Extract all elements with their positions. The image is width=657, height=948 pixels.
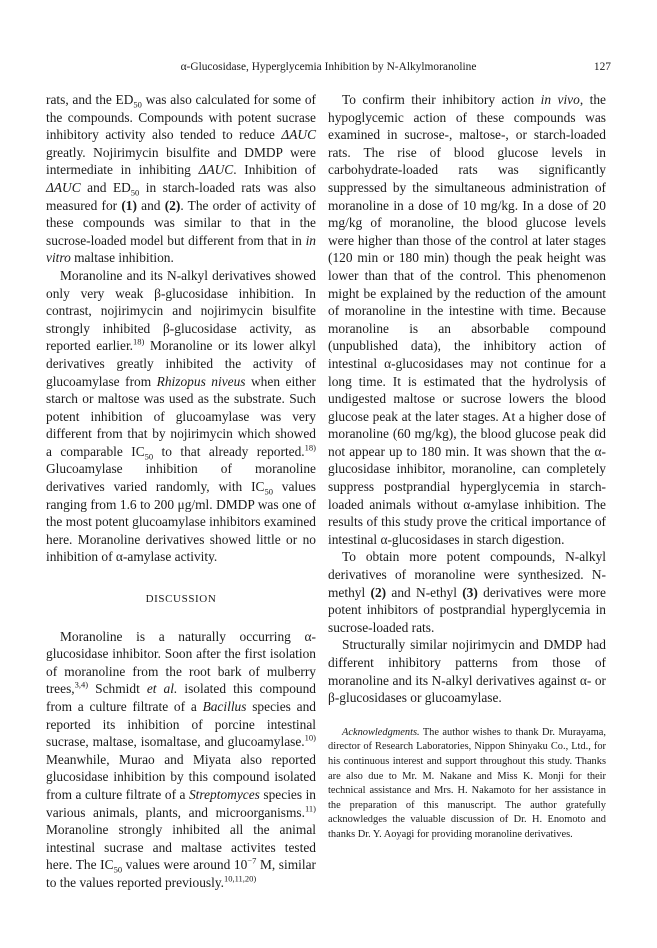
- text-run: (2): [164, 197, 181, 213]
- text-run: Meanwhile, Murao and Miyata also reported glucosidase inhibition by this compound isolated from a culture filtrate of a: [46, 751, 316, 802]
- running-header: [46, 61, 611, 77]
- paragraph: [46, 628, 316, 892]
- text-run: Streptomyces: [188, 786, 260, 802]
- page-number: 127: [593, 61, 611, 73]
- left-column: [46, 91, 316, 892]
- text-run: et al.: [146, 681, 178, 697]
- acknowledgments-text: The author wishes to thank Dr. Murayama, director of Research Laboratories, Nippon Shinyaku Co., Ltd., for his continuous interest and support throughout this study. Thanks are also due to Mr. M. Nakane and Miss K. Monji for their technical assistance and Mrs. H. Nakamoto for her assistance in the preparation of this manuscript. The author gratefully acknowledges the valuable discussion of Dr. H. Enomoto and thanks Dr. Y. Aoyagi for providing moranoline derivatives.: [328, 726, 606, 840]
- paragraph: [328, 636, 606, 706]
- text-run: 50: [144, 451, 154, 462]
- text-run: 11): [304, 803, 316, 814]
- text-run: to that already reported.: [153, 443, 305, 459]
- text-run: was also calculated for some of the compounds. Compounds with potent sucrase inhibitory activity also tended to reduce: [46, 92, 316, 143]
- text-run: in vitro: [46, 232, 316, 266]
- text-run: 50: [133, 99, 142, 110]
- text-run: Rhizopus niveus: [156, 373, 246, 389]
- text-run: values were around 10: [122, 857, 248, 873]
- text-run: in vivo: [540, 92, 580, 107]
- text-run: 10,11,20): [224, 873, 257, 884]
- text-run: . The order of activity of these compounds was similar to that in the sucrose-loaded model but different from that in: [46, 197, 316, 248]
- text-run: Moranoline strongly inhibited all the animal intestinal sucrase and maltase activites tested here. The IC: [46, 822, 316, 873]
- text-run: 10): [304, 732, 316, 743]
- text-run: Moranoline is a naturally occurring α-glucosidase inhibitor. Soon after the first isolation of moranoline from the root bark of mulberry trees,: [46, 628, 316, 697]
- text-run: values ranging from 1.6 to 200 μg/ml. DMDP was one of the most potent glucoamylase inhibitors examined here. Moranoline derivatives showed little or no inhibition of α-amylase activity.: [46, 479, 316, 565]
- text-run: in starch-loaded rats was also measured for: [46, 179, 316, 213]
- text-run: (2): [370, 584, 387, 600]
- text-run: M, similar to the values reported previously.: [46, 857, 316, 890]
- text-run: Structurally similar nojirimycin and DMDP had different inhibitory patterns from those of moranoline and its N-alkyl derivatives against α- or β-glucosidases or glucoamylase.: [328, 637, 606, 706]
- text-run: Glucoamylase inhibition of moranoline derivatives varied randomly, with IC: [46, 461, 316, 495]
- text-run: (3): [462, 584, 478, 600]
- text-run: . Inhibition of: [233, 162, 316, 178]
- text-run: , the hypoglycemic action of these compounds was examined in sucrose-, maltose-, or starch-loaded rats. The rise of blood glucose levels in carbohydrate-loaded rats was significantly suppressed by the simultaneous administration of moranoline in a dose of 10 mg/kg. In a dose of 20 mg/kg of moranoline, the blood glucose levels were higher than those of the control at later stages (120 min or 180 min) though the peak height was lower than that of the control. This phenomenon might be explained by the reduction of the amount of moranoline in the intestine with time. Because moranoline is an absorbable compound (unpublished data), the inhibitory action of intestinal α-glucosidases may not continue for a long time. It is estimated that the hydrolysis of undigested maltose or sucrose lowers the blood glucose peak at the later stages. At a higher dose of moranoline (60 mg/kg), the blood glucose peak did not appear up to 180 min. It was shown that the α-glucosidase inhibitor, moranoline, can completely suppress postprandial hyperglycemia in starch-loaded animals without α-amylase inhibition. The results of this study prove the critical importance of intestinal α-glucosidases in starch digestion.: [328, 92, 606, 547]
- text-run: 50: [264, 486, 273, 497]
- text-run: rats, and the ED: [46, 92, 134, 107]
- text-run: derivatives were more potent inhibitors of postprandial hyperglycemia in sucrose-loaded rats.: [328, 584, 606, 635]
- paragraph: [328, 548, 606, 636]
- text-run: −7: [247, 855, 257, 866]
- text-run: To confirm their inhibitory action: [342, 92, 541, 107]
- text-run: 3,4): [74, 679, 89, 690]
- text-run: and: [136, 197, 165, 213]
- paragraph: [46, 267, 316, 566]
- text-run: 50: [113, 865, 123, 876]
- text-run: To obtain more potent compounds, N-alkyl derivatives of moranoline were synthesized. N-methyl: [328, 549, 606, 600]
- text-run: and N-ethyl: [386, 584, 463, 600]
- text-run: isolated this compound from a culture filtrate of a: [46, 681, 316, 714]
- text-run: ΔAUC: [46, 179, 81, 195]
- paragraph: [328, 91, 606, 548]
- text-run: when either starch or maltose was used as the substrate. Such potent inhibition of glucoamylase was very different from that by nojirimycin which showed a comparable IC: [46, 373, 316, 459]
- section-heading-discussion: DISCUSSION: [145, 593, 217, 606]
- text-run: 18): [133, 336, 145, 347]
- text-run: Moranoline and its N-alkyl derivatives showed only very weak β-glucosidase inhibition. In contrast, nojirimycin and nojirimycin bisulfite strongly inhibited β-glucosidase activity, as reported earlier.: [46, 267, 316, 354]
- text-run: (1): [121, 197, 137, 213]
- text-run: species and reported its inhibition of porcine intestinal sucrase, maltase, isomaltase, and glucoamylase.: [46, 699, 316, 750]
- text-run: 50: [130, 187, 140, 198]
- text-run: and ED: [80, 179, 131, 195]
- text-run: Schmidt: [88, 681, 147, 697]
- text-run: Moranoline or its lower alkyl derivatives greatly inhibited the activity of glucoamylase from: [46, 338, 316, 389]
- text-run: 18): [304, 442, 316, 453]
- paragraph: [46, 91, 316, 267]
- text-run: greatly. Nojirimycin bisulfite and DMDP were intermediate in inhibiting: [46, 144, 316, 178]
- text-run: ΔAUC: [281, 127, 316, 143]
- text-run: ΔAUC: [198, 162, 234, 178]
- running-title: α-Glucosidase, Hyperglycemia Inhibition by N-Alkylmoranoline: [180, 61, 477, 73]
- text-run: Bacillus: [202, 699, 247, 714]
- right-column: [328, 91, 606, 843]
- acknowledgments: [328, 726, 606, 843]
- text-run: maltase inhibition.: [70, 250, 174, 266]
- text-run: species in various animals, plants, and microorganisms.: [46, 786, 316, 820]
- acknowledgments-label: Acknowledgments.: [342, 726, 420, 738]
